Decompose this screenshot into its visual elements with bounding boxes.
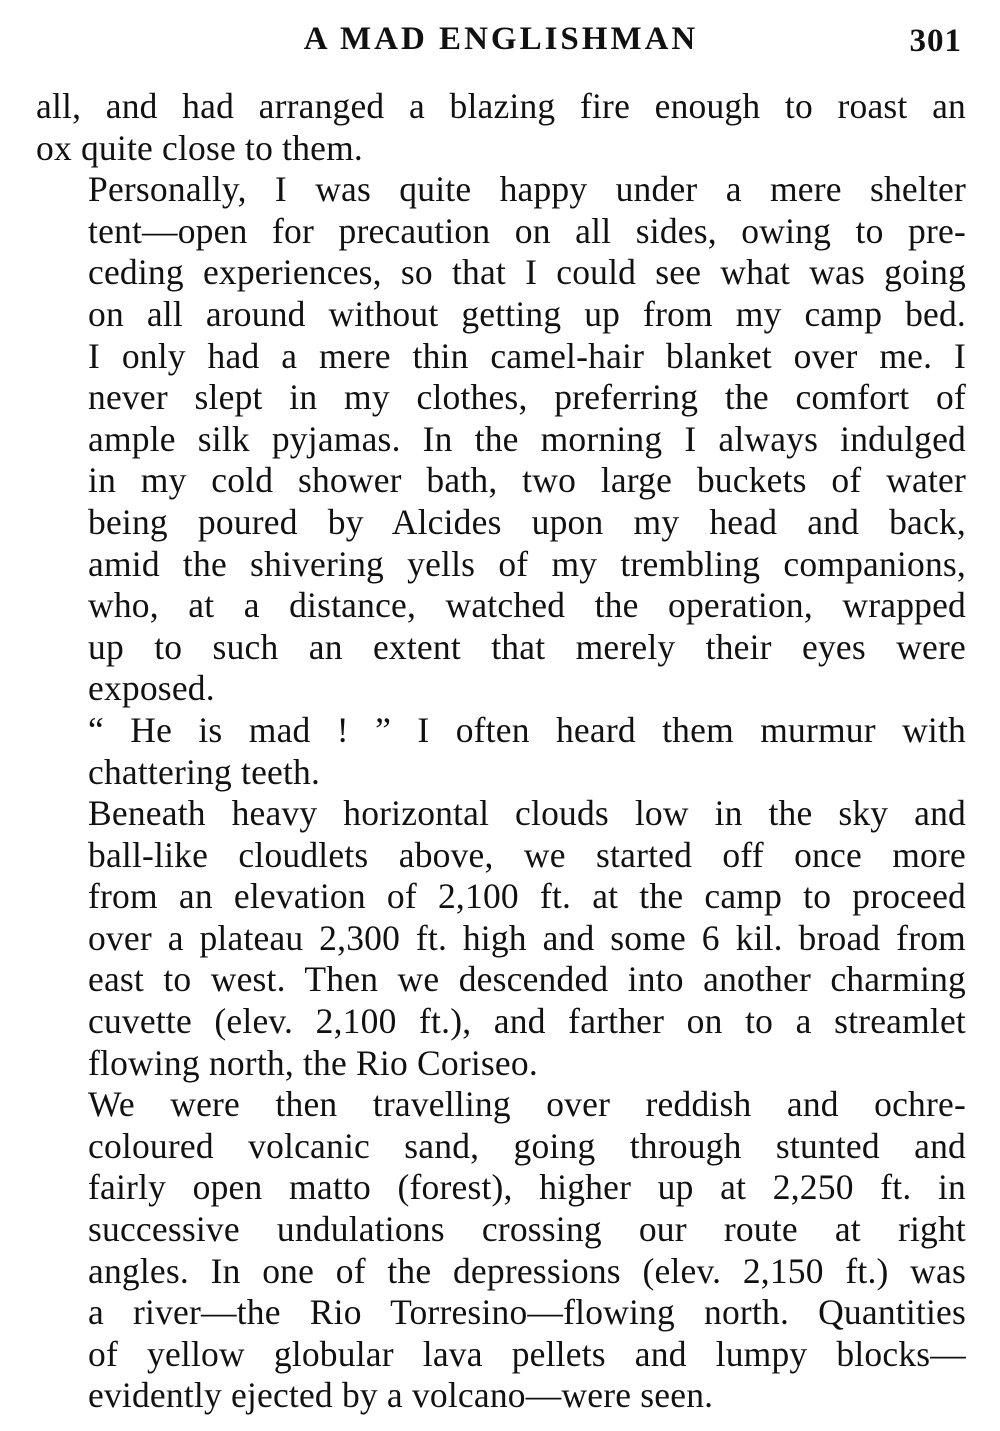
book-page — [36, 18, 966, 1418]
text-line: in my cold shower bath, two large buckets of water — [88, 460, 966, 501]
text-line: We were then travelling over reddish and ochre- — [88, 1084, 966, 1125]
text-line: ceding experiences, so that I could see what was going — [88, 252, 966, 293]
text-line: fairly open matto (forest), higher up at 2,250 ft. in — [88, 1167, 966, 1208]
paragraph-2 — [36, 169, 966, 710]
text-line: from an elevation of 2,100 ft. at the camp to proceed — [88, 876, 966, 917]
paragraph-1 — [36, 86, 966, 169]
paragraph-3 — [36, 710, 966, 793]
paragraph-4 — [36, 793, 966, 1084]
text-line: east to west. Then we descended into another charming — [88, 959, 966, 1000]
text-line: who, at a distance, watched the operation, wrapped — [88, 585, 966, 626]
text-line: never slept in my clothes, preferring the comfort of — [88, 377, 966, 418]
text-line: being poured by Alcides upon my head and back, — [88, 501, 966, 542]
text-line: over a plateau 2,300 ft. high and some 6 kil. broad from — [88, 917, 966, 958]
text-line: flowing north, the Rio Coriseo. — [88, 1042, 538, 1083]
page-number: 301 — [909, 23, 962, 59]
text-line: all, and had arranged a blazing fire enough to roast an — [36, 86, 966, 126]
text-line: coloured volcanic sand, going through stunted and — [88, 1125, 966, 1166]
text-line: “ He is mad ! ” I often heard them murmur with — [88, 709, 966, 750]
text-line: on all around without getting up from my camp bed. — [88, 293, 966, 334]
text-line: angles. In one of the depressions (elev. 2,150 ft.) was — [88, 1250, 966, 1291]
paragraph-5 — [36, 1084, 966, 1417]
text-line: Beneath heavy horizontal clouds low in the sky and — [88, 793, 966, 834]
text-line: chattering teeth. — [88, 751, 321, 792]
text-line: tent—open for precaution on all sides, owing to pre- — [88, 210, 966, 251]
text-line: ox quite close to them. — [36, 127, 363, 168]
text-line: a river—the Rio Torresino—flowing north. Quantities — [88, 1292, 966, 1333]
text-line: Personally, I was quite happy under a mere shelter — [88, 169, 966, 210]
text-line: ample silk pyjamas. In the morning I always indulged — [88, 418, 966, 459]
running-title: A MAD ENGLISHMAN — [303, 21, 699, 57]
text-line: ball-like cloudlets above, we started off once more — [88, 834, 966, 875]
page-header — [36, 18, 966, 60]
text-line: evidently ejected by a volcano—were seen. — [88, 1375, 714, 1416]
text-line: cuvette (elev. 2,100 ft.), and farther on to a streamlet — [88, 1001, 966, 1042]
text-line: I only had a mere thin camel-hair blanket over me. I — [88, 335, 966, 376]
text-line: up to such an extent that merely their eyes were — [88, 626, 966, 667]
body-text — [36, 86, 966, 1417]
text-line: successive undulations crossing our route at right — [88, 1209, 966, 1250]
text-line: of yellow globular lava pellets and lumpy blocks— — [88, 1333, 966, 1374]
text-line: exposed. — [88, 668, 215, 709]
text-line: amid the shivering yells of my trembling companions, — [88, 543, 966, 584]
